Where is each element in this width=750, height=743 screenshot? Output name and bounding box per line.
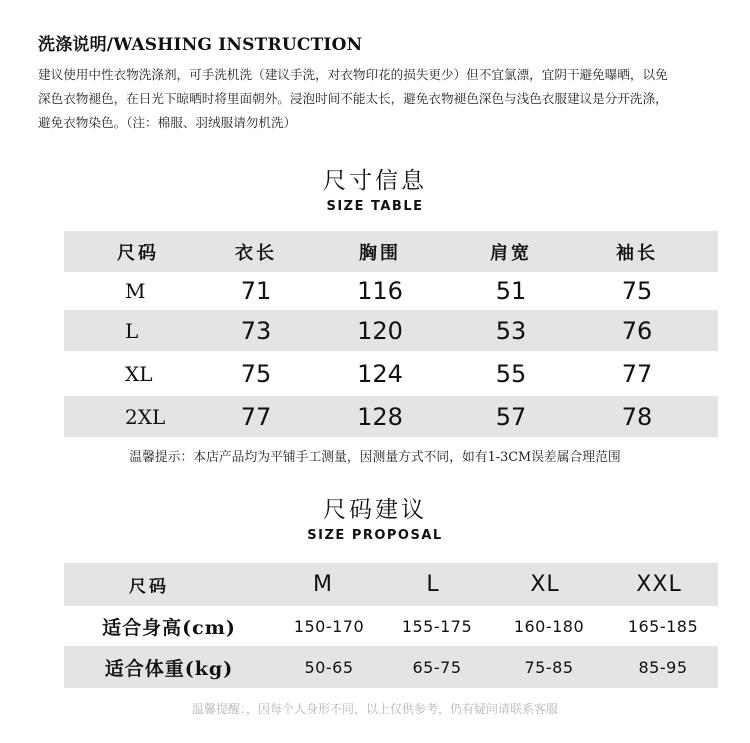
header-length: 衣长 — [235, 242, 277, 264]
shoulder-value: 53 — [495, 316, 527, 345]
length-value: 73 — [240, 316, 272, 345]
weight-value: 50-65 — [304, 657, 354, 677]
weight-value: 85-95 — [638, 657, 688, 677]
table-row — [64, 272, 718, 309]
length-value: 71 — [240, 276, 272, 305]
header-chest: 胸围 — [359, 242, 401, 264]
weight-value: 75-85 — [524, 657, 574, 677]
chest-value: 128 — [357, 402, 403, 431]
proposal-header-m: M — [313, 572, 333, 597]
washing-instruction-text — [38, 63, 738, 135]
size-table-title: 尺寸信息 — [323, 168, 427, 194]
header-size: 尺码 — [117, 242, 159, 264]
sleeve-value: 78 — [621, 402, 653, 431]
table-row — [64, 646, 718, 688]
chest-value: 120 — [357, 316, 403, 345]
measurement-note: 温馨提示：本店产品均为平铺手工测量，因测量方式不同，如有1-3CM误差属合理范围 — [129, 450, 621, 465]
height-value: 160-180 — [513, 616, 585, 636]
washing-line: 建议使用中性衣物洗涤剂，可手洗机洗（建议手洗，对衣物印花的损失更少）但不宜氯漂，宜阴干避免曝晒，以免 — [38, 67, 668, 82]
size-label: M — [125, 278, 146, 303]
sleeve-value: 75 — [621, 276, 653, 305]
size-label: 2XL — [125, 404, 166, 429]
washing-line: 深色衣物褪色，在日光下晾晒时将里面朝外。浸泡时间不能太长，避免衣物褪色深色与浅色衣服建议是分开洗涤， — [38, 91, 668, 106]
sleeve-value: 77 — [621, 360, 653, 388]
proposal-header-size: 尺码 — [129, 577, 169, 597]
size-table-header-row — [64, 231, 718, 272]
proposal-header-row — [64, 563, 718, 606]
height-value: 165-185 — [627, 616, 699, 636]
size-proposal-title: 尺码建议 — [323, 497, 427, 523]
proposal-header-xl: XL — [530, 572, 560, 597]
length-value: 75 — [240, 360, 272, 388]
chest-value: 116 — [357, 276, 403, 305]
sleeve-value: 76 — [621, 316, 653, 345]
shoulder-value: 51 — [495, 276, 527, 305]
washing-instruction-title: 洗涤说明/WASHING INSTRUCTION — [38, 35, 363, 55]
table-row — [64, 396, 718, 437]
height-value: 150-170 — [293, 616, 365, 636]
size-proposal-subtitle: SIZE PROPOSAL — [307, 528, 443, 543]
height-value: 155-175 — [401, 616, 473, 636]
height-label: 适合身高(cm) — [102, 616, 236, 639]
length-value: 77 — [240, 402, 272, 431]
table-row — [64, 310, 718, 351]
washing-line: 避免衣物染色。（注：棉服、羽绒服请勿机洗） — [38, 115, 297, 130]
table-row — [64, 606, 718, 646]
size-label: XL — [125, 362, 153, 386]
footer-reminder: 温馨提醒：，因每个人身形不同，以上仅供参考，仍有疑问请联系客服 — [191, 702, 558, 716]
chest-value: 124 — [357, 360, 403, 388]
header-sleeve: 袖长 — [616, 242, 658, 264]
weight-label: 适合体重(kg) — [104, 657, 234, 680]
size-table-subtitle: SIZE TABLE — [326, 199, 424, 214]
size-label: L — [125, 318, 139, 343]
shoulder-value: 55 — [495, 360, 527, 388]
proposal-header-xxl: XXL — [636, 572, 682, 597]
shoulder-value: 57 — [495, 402, 527, 431]
table-row — [64, 353, 718, 395]
header-shoulder: 肩宽 — [490, 242, 532, 264]
weight-value: 65-75 — [412, 657, 462, 677]
proposal-header-l: L — [426, 572, 440, 597]
